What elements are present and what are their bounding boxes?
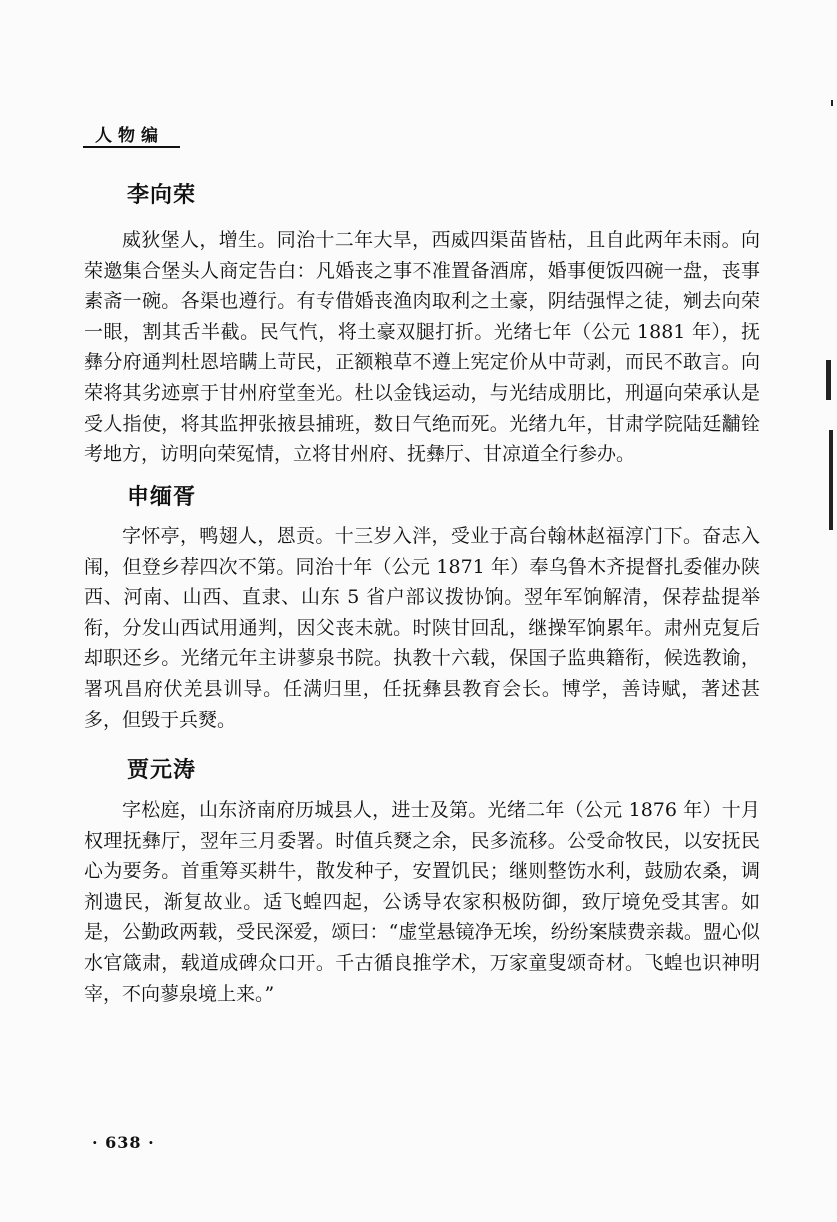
- entry-body-li-xiangrong: 威狄堡人，增生。同治十二年大旱，西威四渠苗皆枯，且自此两年未雨。向荣邀集合堡头人商定告白：凡婚丧之事不准置备酒席，婚事便饭四碗一盘，丧事素斋一碗。各渠也遵行。有专借婚丧渔肉取利之土豪，阴结强悍之徒，剜去向荣一眼，割其舌半截。民气忾，将土豪双腿打折。光绪七年（公元 1881 年），抚彝分府通判杜恩培瞒上苛民，正额粮草不遵上宪定价从中苛剥，而民不敢言。向荣将其劣迹禀于甘州府堂奎光。杜以金钱运动，与光结成朋比，刑逼向荣承认是受人指使，将其监押张掖县捕班，数日气绝而死。光绪九年，甘肃学院陆廷黼铨考地方，访明向荣冤情，立将甘州府、抚彝厅、甘凉道全行参办。: [84, 229, 760, 466]
- running-head-rule: [83, 146, 180, 148]
- scan-artifact-mark: [831, 100, 833, 106]
- entry-title-shen-mianxu: 申缅胥: [127, 485, 197, 510]
- scan-artifact-mark: [826, 360, 831, 400]
- running-head: 人物编: [95, 126, 164, 146]
- entry-title-jia-yuantao: 贾元涛: [127, 758, 197, 783]
- entry-body-shen-mianxu: 字怀亭，鸭翅人，恩贡。十三岁入泮，受业于高台翰林赵福淳门下。奋志入闱，但登乡荐四次不第。同治十年（公元 1871 年）奉乌鲁木齐提督扎委催办陕西、河南、山西、直隶、山东 5 省户部议拨协饷。翌年军饷解清，保荐盐提举衔，分发山西试用通判，因父丧未就。时陕甘回乱，继操军饷累年。肃州克复后却职还乡。光绪元年主讲蓼泉书院。执教十六载，保国子监典籍衔，候选教谕，署巩昌府伏羌县训导。任满归里，任抚彝县教育会长。博学，善诗赋，著述甚多，但毁于兵燹。: [84, 525, 760, 731]
- page-number: · 638 ·: [92, 1133, 155, 1152]
- scan-artifact-mark: [829, 430, 833, 530]
- entry-body-jia-yuantao: 字松庭，山东济南府历城县人，进士及第。光绪二年（公元 1876 年）十月权理抚彝厅，翌年三月委署。时值兵燹之余，民多流移。公受命牧民，以安抚民心为要务。首重筹买耕牛，散发种子，安置饥民；继则整饬水利，鼓励农桑，调剂遗民，渐复故业。适飞蝗四起，公诱导农家积极防御，致厅境免受其害。如是，公勤政两载，受民深爱，颂曰：“虚堂悬镜净无埃，纷纷案牍费亲裁。盟心似水官箴肃，载道成碑众口开。千古循良推学术，万家童叟颂奇材。飞蝗也识神明宰，不向蓼泉境上来。”: [84, 799, 760, 1005]
- entry-title-li-xiangrong: 李向荣: [127, 183, 197, 208]
